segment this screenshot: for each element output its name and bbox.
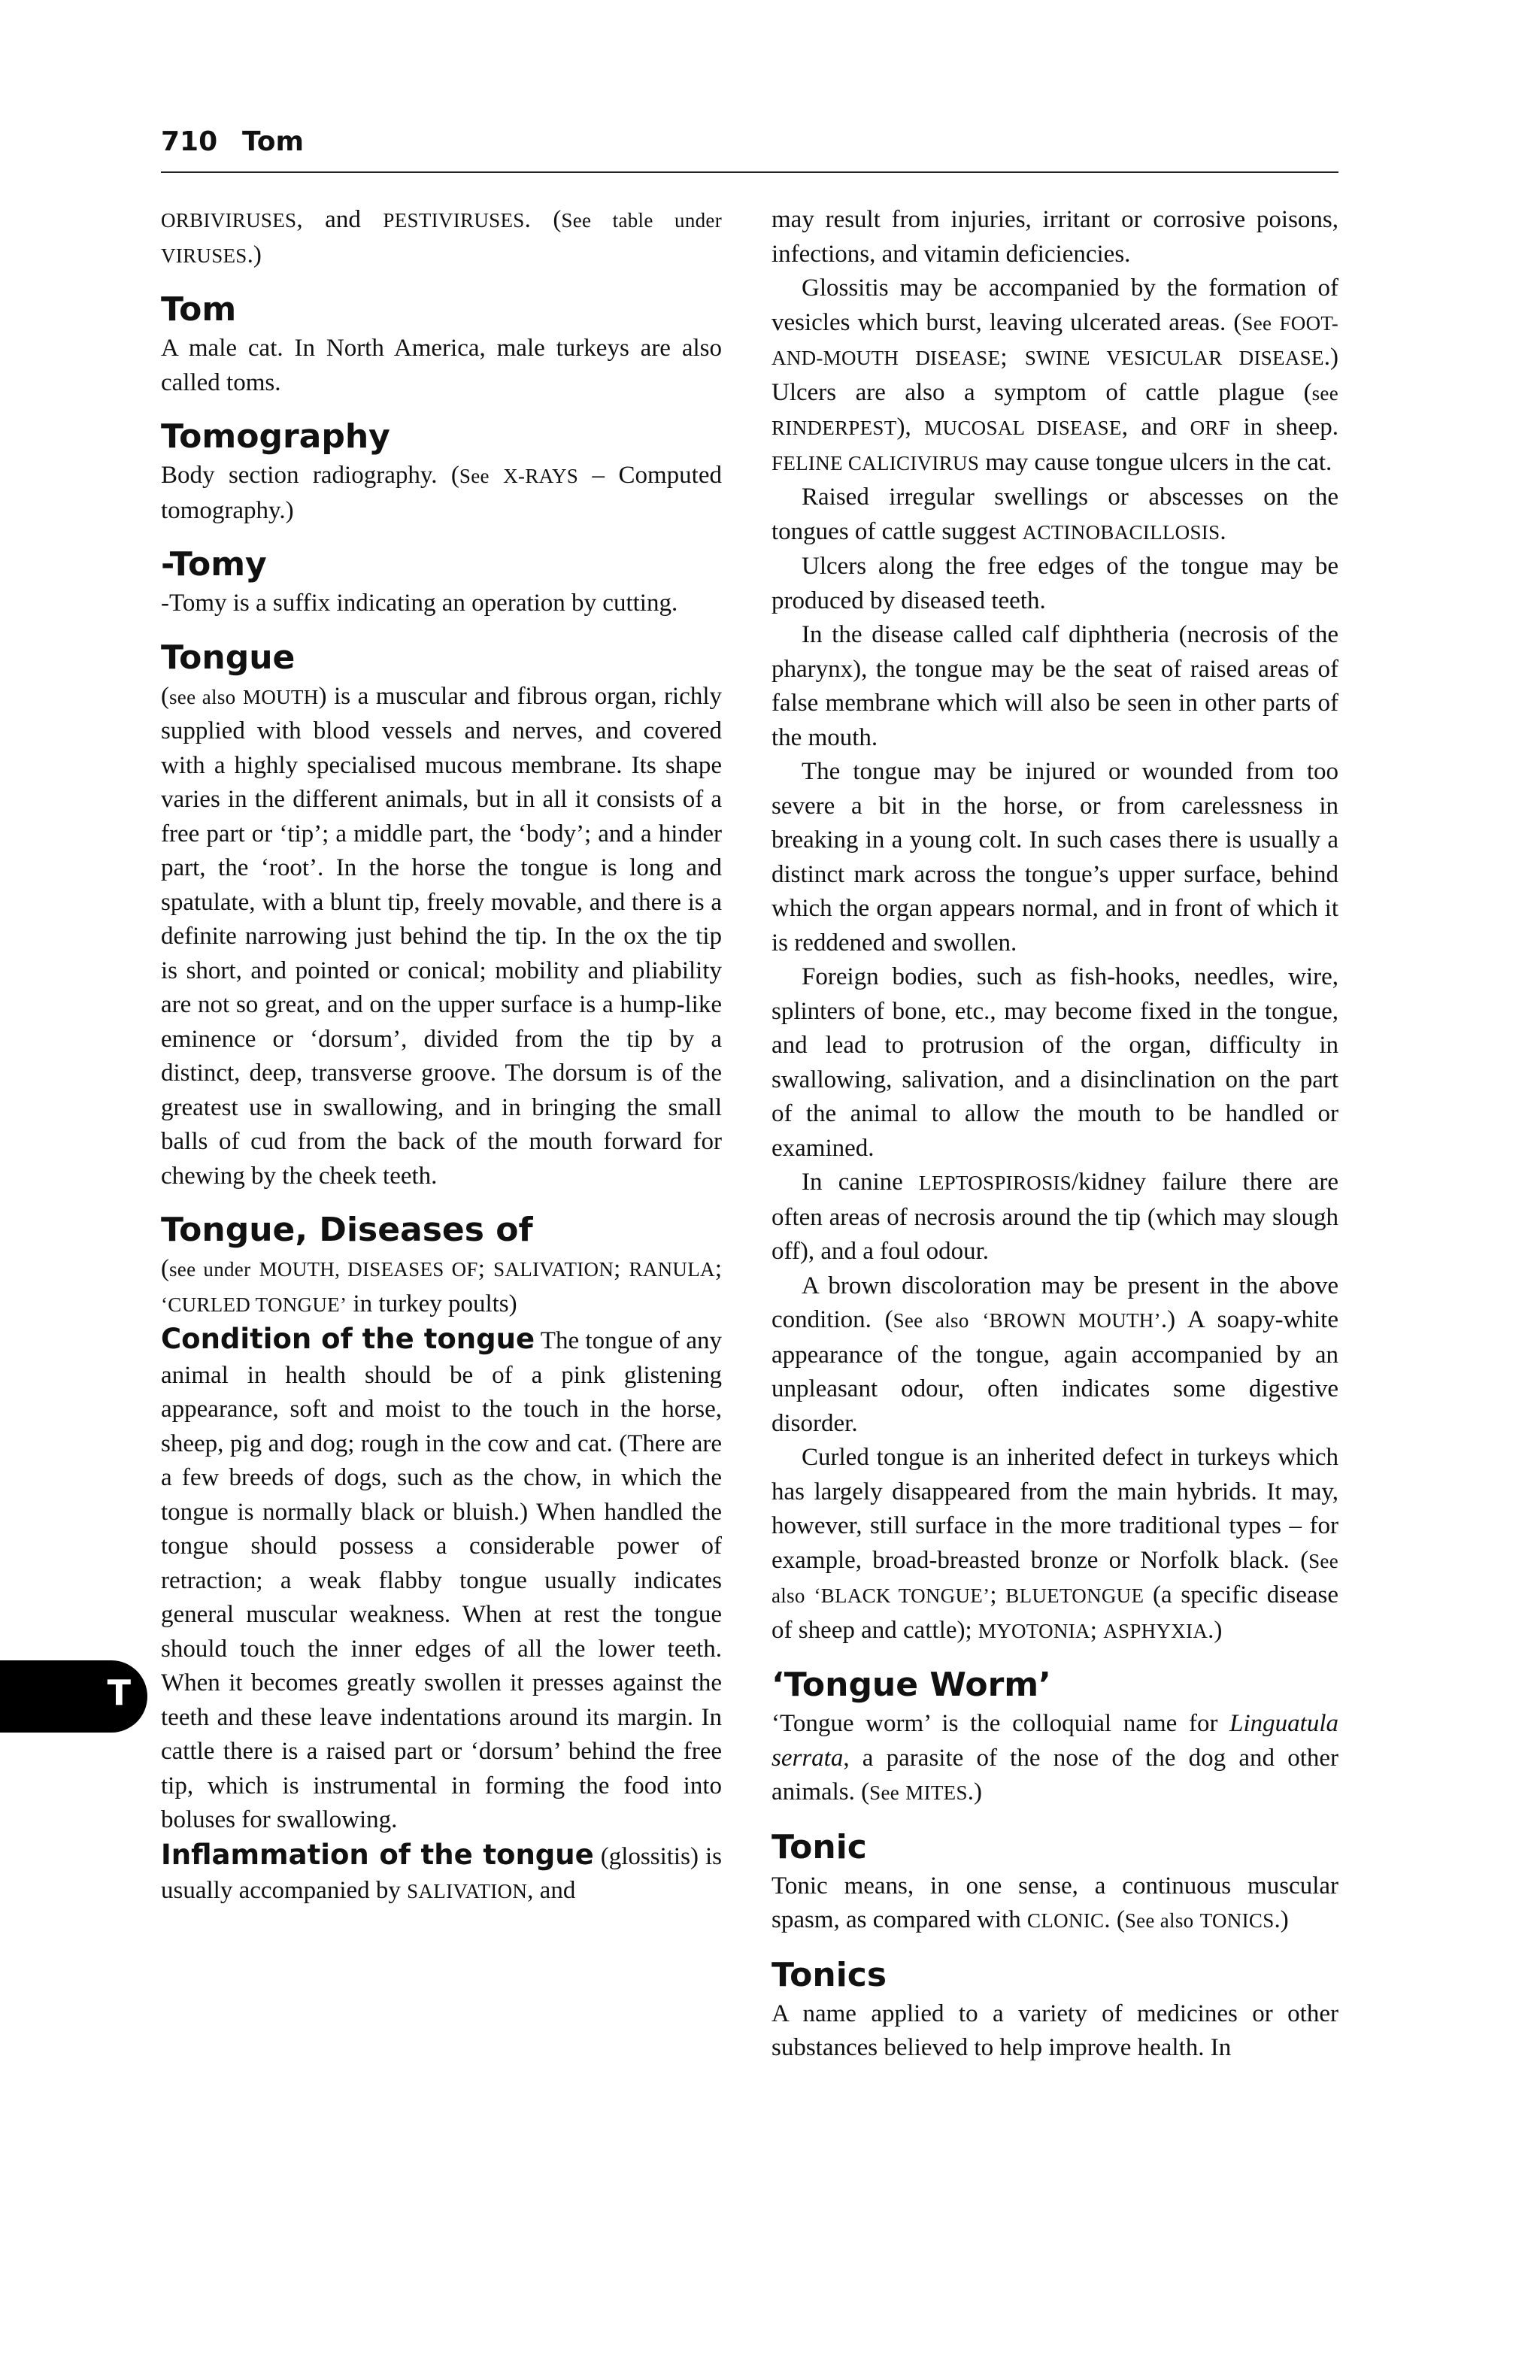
text-run: ; (1090, 1616, 1104, 1644)
paragraph (772, 1166, 1338, 1269)
text-run: ( (161, 682, 169, 710)
cross-ref-orf: ORF (1190, 417, 1230, 439)
text-run: ; (477, 1255, 494, 1282)
right-column (772, 203, 1338, 2196)
see-note: See (869, 1781, 900, 1804)
text-run: The tongue of any animal in health should be of a pink glistening appearance, soft and moist to the touch in the horse, sheep, pig and dog; rough in the cow and cat. (There are a few breeds of dogs, such as the chow, in which the tongue is normally black or bluish.) When handled the tongue should possess a considerable power of retraction; a weak flabby tongue usually indicates general muscular weakness. When at rest the tongue should touch the inner edges of all the lower teeth. When it becomes greatly swollen it presses against the teeth and these leave indentations around its margin. In cattle there is a raised part or ‘dorsum’ behind the free tip, which is instrumental in forming the food into boluses for swallowing. (161, 1327, 722, 1833)
see-note: See also (1124, 1909, 1194, 1932)
paragraph: Foreign bodies, such as fish-hooks, needles, wire, splinters of bone, etc., may become fixed in the tongue, and lead to protrusion of the organ, difficulty in swallowing, salivation, and a disinclination on the part of the animal to allow the mouth to be handled or examined. (772, 963, 1338, 1162)
paragraph (772, 1441, 1338, 1648)
text-run: (a specific disease of sheep and cattle); (772, 1581, 1338, 1644)
species-name: Linguatula serrata (772, 1710, 1338, 1772)
cross-ref-orbiviruses: ORBIVIRUSES (161, 209, 297, 232)
entry-tongue-worm-body (772, 1707, 1338, 1811)
paragraph: The tongue may be injured or wounded from too severe a bit in the horse, or from carelessness in breaking in a young colt. In such cases there is usually a distinct mark across the tongue’s upper surface, behind which the organ appears normal, and in front of which it is reddened and swollen. (772, 758, 1338, 957)
entry-diseases-refs (161, 1252, 722, 1322)
text-run: .) A soapy-white appearance of the tongue, again accompanied by an unpleasant odour, often indicates some digestive disorder. (772, 1306, 1338, 1437)
text-run: .) (1274, 1906, 1289, 1933)
cross-ref-ranula: RANULA (629, 1258, 715, 1281)
entry-tonic-body (772, 1869, 1338, 1939)
entry-tomography-body (161, 459, 722, 528)
text-run: Curled tongue is an inherited defect in turkeys which has largely disappeared from the main hybrids. It may, however, still surface in the more traditional types – for example, broad-breasted bronze or Norfolk black. ( (772, 1444, 1338, 1574)
text-run: , a parasite of the nose of the dog and other animals. ( (772, 1744, 1338, 1805)
text-run: .) (1208, 1616, 1223, 1644)
cross-ref-feline-calicivirus: FELINE CALICIVIRUS (772, 451, 980, 474)
cross-ref-foot-and-mouth: FOOT-AND-MOUTH DISEASE (772, 311, 1338, 369)
text-run: A brown discoloration may be present in the above condition. ( (772, 1272, 1338, 1333)
see-note: See also (772, 1549, 1338, 1607)
paragraph (772, 481, 1338, 550)
left-column (161, 203, 722, 2196)
text-run: ) is a muscular and fibrous organ, richly supplied with blood vessels and nerves, and covered with a highly specialised mucous membrane. Its shape varies in the different animals, but in all it consists of a free part or ‘tip’; a middle part, the ‘body’; and a hinder part, the ‘root’. In the horse the tongue is long and spatulate, with a blunt tip, freely movable, and there is a definite narrowing just behind the tip. In the ox the tip is short, and pointed or conical; mobility and pliability are not so great, and on the upper surface is a hump-like eminence or ‘dorsum’, divided from the tip by a distinct, deep, transverse groove. The dorsum is of the greatest use in swallowing, and in bringing the small balls of cud from the back of the mouth forward for chewing by the cheek teeth. (161, 682, 722, 1190)
see-note: See also (893, 1309, 969, 1332)
text-run: . ( (524, 206, 562, 233)
text-run: may cause tongue ulcers in the cat. (979, 448, 1332, 476)
cross-ref-mouth: MOUTH (243, 685, 319, 708)
cross-ref-salivation: SALIVATION (493, 1258, 614, 1281)
headword-tonics: Tonics (772, 1955, 887, 1994)
text-run: ‘Tongue worm’ is the colloquial name for (772, 1710, 1230, 1737)
text-run: ; (714, 1255, 722, 1282)
cross-ref-clonic: CLONIC (1027, 1909, 1105, 1932)
text-run: (glossitis) is usually accompanied by (161, 1842, 722, 1904)
text-run: in sheep. (1230, 414, 1338, 441)
cross-ref-black-tongue: ‘BLACK TONGUE’ (814, 1584, 990, 1607)
text-run: ; (1000, 344, 1025, 371)
text-run: ), (896, 414, 925, 441)
cross-ref-swine-vesicular: SWINE VESICULAR DISEASE (1024, 347, 1324, 369)
text-run: /kidney failure there are often areas of necrosis around the tip (which may slough off), and a foul odour. (772, 1169, 1338, 1265)
headword-tomography: Tomography (161, 417, 390, 456)
text-run: . (1220, 517, 1226, 545)
text-run: In canine (802, 1169, 920, 1196)
text-run: .) (967, 1778, 983, 1805)
cross-ref-tonics: TONICS (1199, 1909, 1275, 1932)
condition-paragraph (161, 1322, 722, 1838)
see-note: see under (169, 1258, 251, 1281)
cross-ref-myotonia: MYOTONIA (978, 1619, 1090, 1642)
cross-ref-brown-mouth: ‘BROWN MOUTH’ (982, 1309, 1161, 1332)
text-run: ( (161, 1255, 169, 1282)
paragraph (772, 271, 1338, 481)
thumb-index-letter: T (107, 1672, 131, 1713)
headword-tongue-worm: ‘Tongue Worm’ (772, 1666, 1051, 1704)
text-run: in turkey poults) (347, 1290, 517, 1317)
text-run: .) Ulcers are also a symptom of cattle plague ( (772, 344, 1338, 406)
headword-tongue: Tongue (161, 638, 296, 677)
cross-ref-pestiviruses: PESTIVIRUSES (383, 209, 525, 232)
text-run: ; (614, 1255, 629, 1282)
cross-ref-curled-tongue: ‘CURLED TONGUE’ (161, 1293, 347, 1316)
text-run: Glossitis may be accompanied by the formation of vesicles which burst, leaving ulcerated areas. ( (772, 274, 1338, 336)
text-run: .) (247, 241, 262, 268)
paragraph (772, 1269, 1338, 1442)
text-run: . ( (1104, 1906, 1125, 1933)
paragraph: may result from injuries, irritant or corrosive poisons, infections, and vitamin deficiencies. (772, 206, 1338, 268)
cross-ref-bluetongue: BLUETONGUE (1005, 1584, 1144, 1607)
page-header (161, 126, 1338, 173)
cross-ref-salivation: SALIVATION (407, 1880, 528, 1902)
cross-ref-leptospirosis: LEPTOSPIROSIS (919, 1172, 1072, 1194)
paragraph: Ulcers along the free edges of the tongue may be produced by diseased teeth. (772, 553, 1338, 614)
entry-tonics-body: A name applied to a variety of medicines or other substances believed to help improve health. In (772, 2000, 1338, 2061)
text-run: , and (296, 206, 383, 233)
text-run: , and (527, 1877, 576, 1904)
entry-tomy-body: -Tomy is a suffix indicating an operation by cutting. (161, 590, 678, 617)
cross-ref-mites: MITES (905, 1781, 968, 1804)
headword-tonic: Tonic (772, 1827, 867, 1866)
running-head: Tom (242, 126, 305, 157)
run-in-heading-inflammation: Inflammation of the tongue (161, 1838, 594, 1871)
inflammation-paragraph (161, 1838, 722, 1909)
cross-ref-rinderpest: RINDERPEST (772, 417, 897, 439)
text-run: Raised irregular swellings or abscesses on the tongues of cattle suggest (772, 484, 1338, 545)
run-in-heading-condition: Condition of the tongue (161, 1323, 535, 1355)
thumb-index-tab (0, 1660, 147, 1733)
text-run: , and (1121, 414, 1190, 441)
text-run: ; (990, 1581, 1006, 1608)
see-note: See table under (561, 209, 722, 232)
headword-tongue-diseases: Tongue, Diseases of (161, 1211, 533, 1249)
cross-ref-mouth-diseases: MOUTH, DISEASES OF (259, 1258, 478, 1281)
text-run: Tonic means, in one sense, a continuous muscular spasm, as compared with (772, 1872, 1338, 1933)
text-run: Body section radiography. ( (161, 462, 459, 489)
headword-tom: Tom (161, 290, 237, 329)
see-note: See (459, 465, 490, 487)
cross-ref-x-rays: X-RAYS (503, 465, 579, 487)
cross-ref-viruses: VIRUSES (161, 244, 247, 267)
entry-tongue-body (161, 680, 722, 1194)
cross-ref-mucosal-disease: MUCOSAL DISEASE (924, 417, 1122, 439)
continued-paragraph (161, 203, 722, 273)
paragraph: In the disease called calf diphtheria (necrosis of the pharynx), the tongue may be the seat of raised areas of false membrane which will also be seen in other parts of the mouth. (772, 621, 1338, 751)
cross-ref-asphyxia: ASPHYXIA (1103, 1619, 1208, 1642)
see-note: See (1241, 311, 1272, 335)
text-run: – Computed tomography.) (161, 462, 722, 524)
see-note: see (1311, 381, 1338, 405)
entry-tom-body: A male cat. In North America, male turkeys are also called toms. (161, 335, 722, 396)
see-note: see also (169, 685, 236, 708)
cross-ref-actinobacillosis: ACTINOBACILLOSIS (1022, 520, 1220, 544)
page-number: 710 (161, 126, 218, 157)
headword-tomy: -Tomy (161, 545, 267, 584)
